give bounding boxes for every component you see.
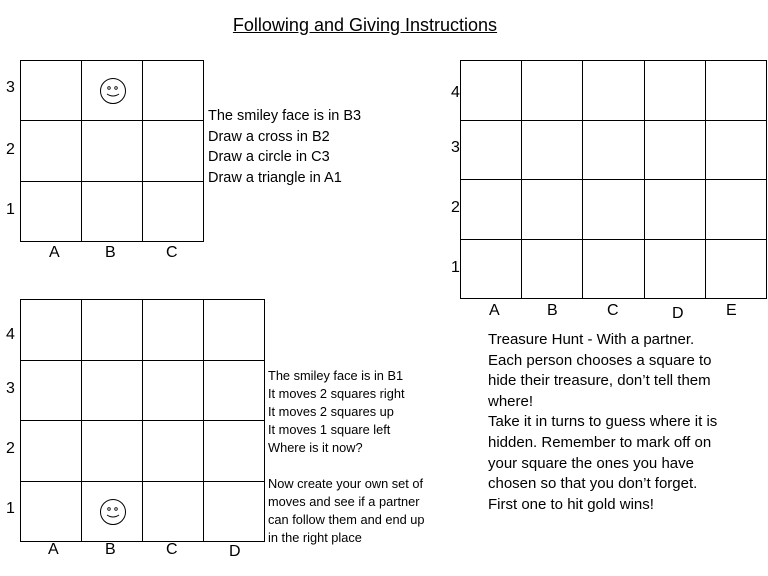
treasure-hunt-instructions — [488, 330, 717, 515]
grid-cell-D4 — [645, 61, 706, 121]
instructions-grid3 — [268, 367, 425, 547]
column-label: B — [105, 244, 116, 261]
column-label: A — [49, 244, 60, 261]
instruction-line: where! — [488, 392, 534, 410]
grid-4x4 — [20, 299, 265, 542]
instruction-line: Where is it now? — [268, 440, 363, 455]
column-label: D — [672, 305, 684, 322]
instruction-line: It moves 1 square left — [268, 422, 391, 437]
instruction-line: It moves 2 squares right — [268, 386, 405, 401]
column-label: B — [105, 541, 116, 558]
grid-cell-B3 — [82, 361, 143, 422]
grid-cell-A1 — [21, 182, 82, 242]
grid-cell-C1 — [143, 182, 204, 242]
grid-cell-C2 — [143, 121, 204, 181]
grid-cell-C4 — [583, 61, 644, 121]
grid-cell-B4 — [82, 300, 143, 361]
grid-cell-A3 — [21, 61, 82, 121]
instruction-line: It moves 2 squares up — [268, 404, 394, 419]
row-label: 4 — [451, 84, 460, 101]
row-label: 1 — [6, 500, 15, 517]
column-label: C — [166, 541, 178, 558]
column-label: C — [166, 244, 178, 261]
grid-cell-E1 — [706, 240, 767, 300]
grid-cell-D4 — [204, 300, 265, 361]
grid-cell-C1 — [143, 482, 204, 543]
grid-cell-A2 — [461, 180, 522, 240]
instruction-line: your square the ones you have — [488, 454, 694, 472]
grid-cell-B1 — [522, 240, 583, 300]
smiley-face-icon — [99, 77, 127, 110]
instruction-line: Treasure Hunt - With a partner. — [488, 331, 695, 348]
grid-cell-A2 — [21, 121, 82, 181]
row-label: 2 — [451, 199, 460, 216]
grid-cell-C2 — [143, 421, 204, 482]
grid-cell-E2 — [706, 180, 767, 240]
grid-cell-D2 — [204, 421, 265, 482]
instruction-line: chosen so that you don’t forget. — [488, 475, 698, 493]
grid-treasure-hunt — [460, 60, 767, 299]
column-label: C — [607, 302, 619, 319]
instruction-line: First one to hit gold wins! — [488, 495, 654, 513]
row-label: 2 — [6, 141, 15, 158]
instruction-line: Draw a triangle in A1 — [208, 169, 342, 186]
grid-cell-E3 — [706, 121, 767, 181]
row-label: 3 — [451, 139, 460, 156]
grid-cell-A3 — [21, 361, 82, 422]
smiley-face-icon — [99, 498, 127, 531]
grid-cell-B4 — [522, 61, 583, 121]
grid-cell-B1 — [82, 482, 143, 543]
instructions-grid1 — [208, 106, 361, 188]
column-label: A — [48, 541, 59, 558]
instruction-line: The smiley face is in B1 — [268, 368, 404, 383]
instruction-line: hidden. Remember to mark off on — [488, 433, 712, 451]
column-label: A — [489, 302, 500, 319]
grid-cell-A1 — [21, 482, 82, 543]
page-title: Following and Giving Instructions — [232, 15, 498, 35]
instruction-line — [268, 457, 425, 475]
instruction-line: Each person chooses a square to — [488, 351, 712, 369]
grid-cell-B3 — [522, 121, 583, 181]
grid-cell-D1 — [645, 240, 706, 300]
grid-cell-A3 — [461, 121, 522, 181]
grid-cell-B2 — [82, 121, 143, 181]
grid-cell-A4 — [21, 300, 82, 361]
instruction-line: hide their treasure, don’t tell them — [488, 372, 711, 390]
grid-cell-A1 — [461, 240, 522, 300]
grid-cell-C4 — [143, 300, 204, 361]
instruction-line: Draw a circle in C3 — [208, 149, 330, 165]
instruction-line: in the right place — [268, 530, 362, 545]
grid-cell-A4 — [461, 61, 522, 121]
grid-cell-C3 — [583, 121, 644, 181]
grid-cell-B2 — [82, 421, 143, 482]
column-label: B — [547, 302, 558, 319]
instruction-line: Draw a cross in B2 — [208, 128, 330, 145]
row-label: 1 — [6, 201, 15, 218]
row-label: 4 — [6, 326, 15, 343]
grid-cell-C3 — [143, 61, 204, 121]
instruction-line: moves and see if a partner — [268, 494, 420, 509]
instruction-line: Take it in turns to guess where it is — [488, 413, 718, 431]
grid-3x3 — [20, 60, 204, 242]
grid-cell-C3 — [143, 361, 204, 422]
instruction-line: The smiley face is in B3 — [208, 108, 362, 124]
column-label: D — [229, 543, 241, 560]
row-label: 3 — [6, 380, 15, 397]
grid-cell-C2 — [583, 180, 644, 240]
grid-cell-D3 — [645, 121, 706, 181]
row-label: 2 — [6, 440, 15, 457]
row-label: 1 — [451, 259, 460, 276]
grid-cell-A2 — [21, 421, 82, 482]
row-label: 3 — [6, 79, 15, 96]
grid-cell-D1 — [204, 482, 265, 543]
grid-cell-B3 — [82, 61, 143, 121]
instruction-line: Now create your own set of — [268, 476, 424, 491]
grid-cell-C1 — [583, 240, 644, 300]
instruction-line: can follow them and end up — [268, 512, 425, 527]
grid-cell-B2 — [522, 180, 583, 240]
grid-cell-E4 — [706, 61, 767, 121]
grid-cell-D3 — [204, 361, 265, 422]
grid-cell-B1 — [82, 182, 143, 242]
grid-cell-D2 — [645, 180, 706, 240]
column-label: E — [726, 302, 737, 319]
